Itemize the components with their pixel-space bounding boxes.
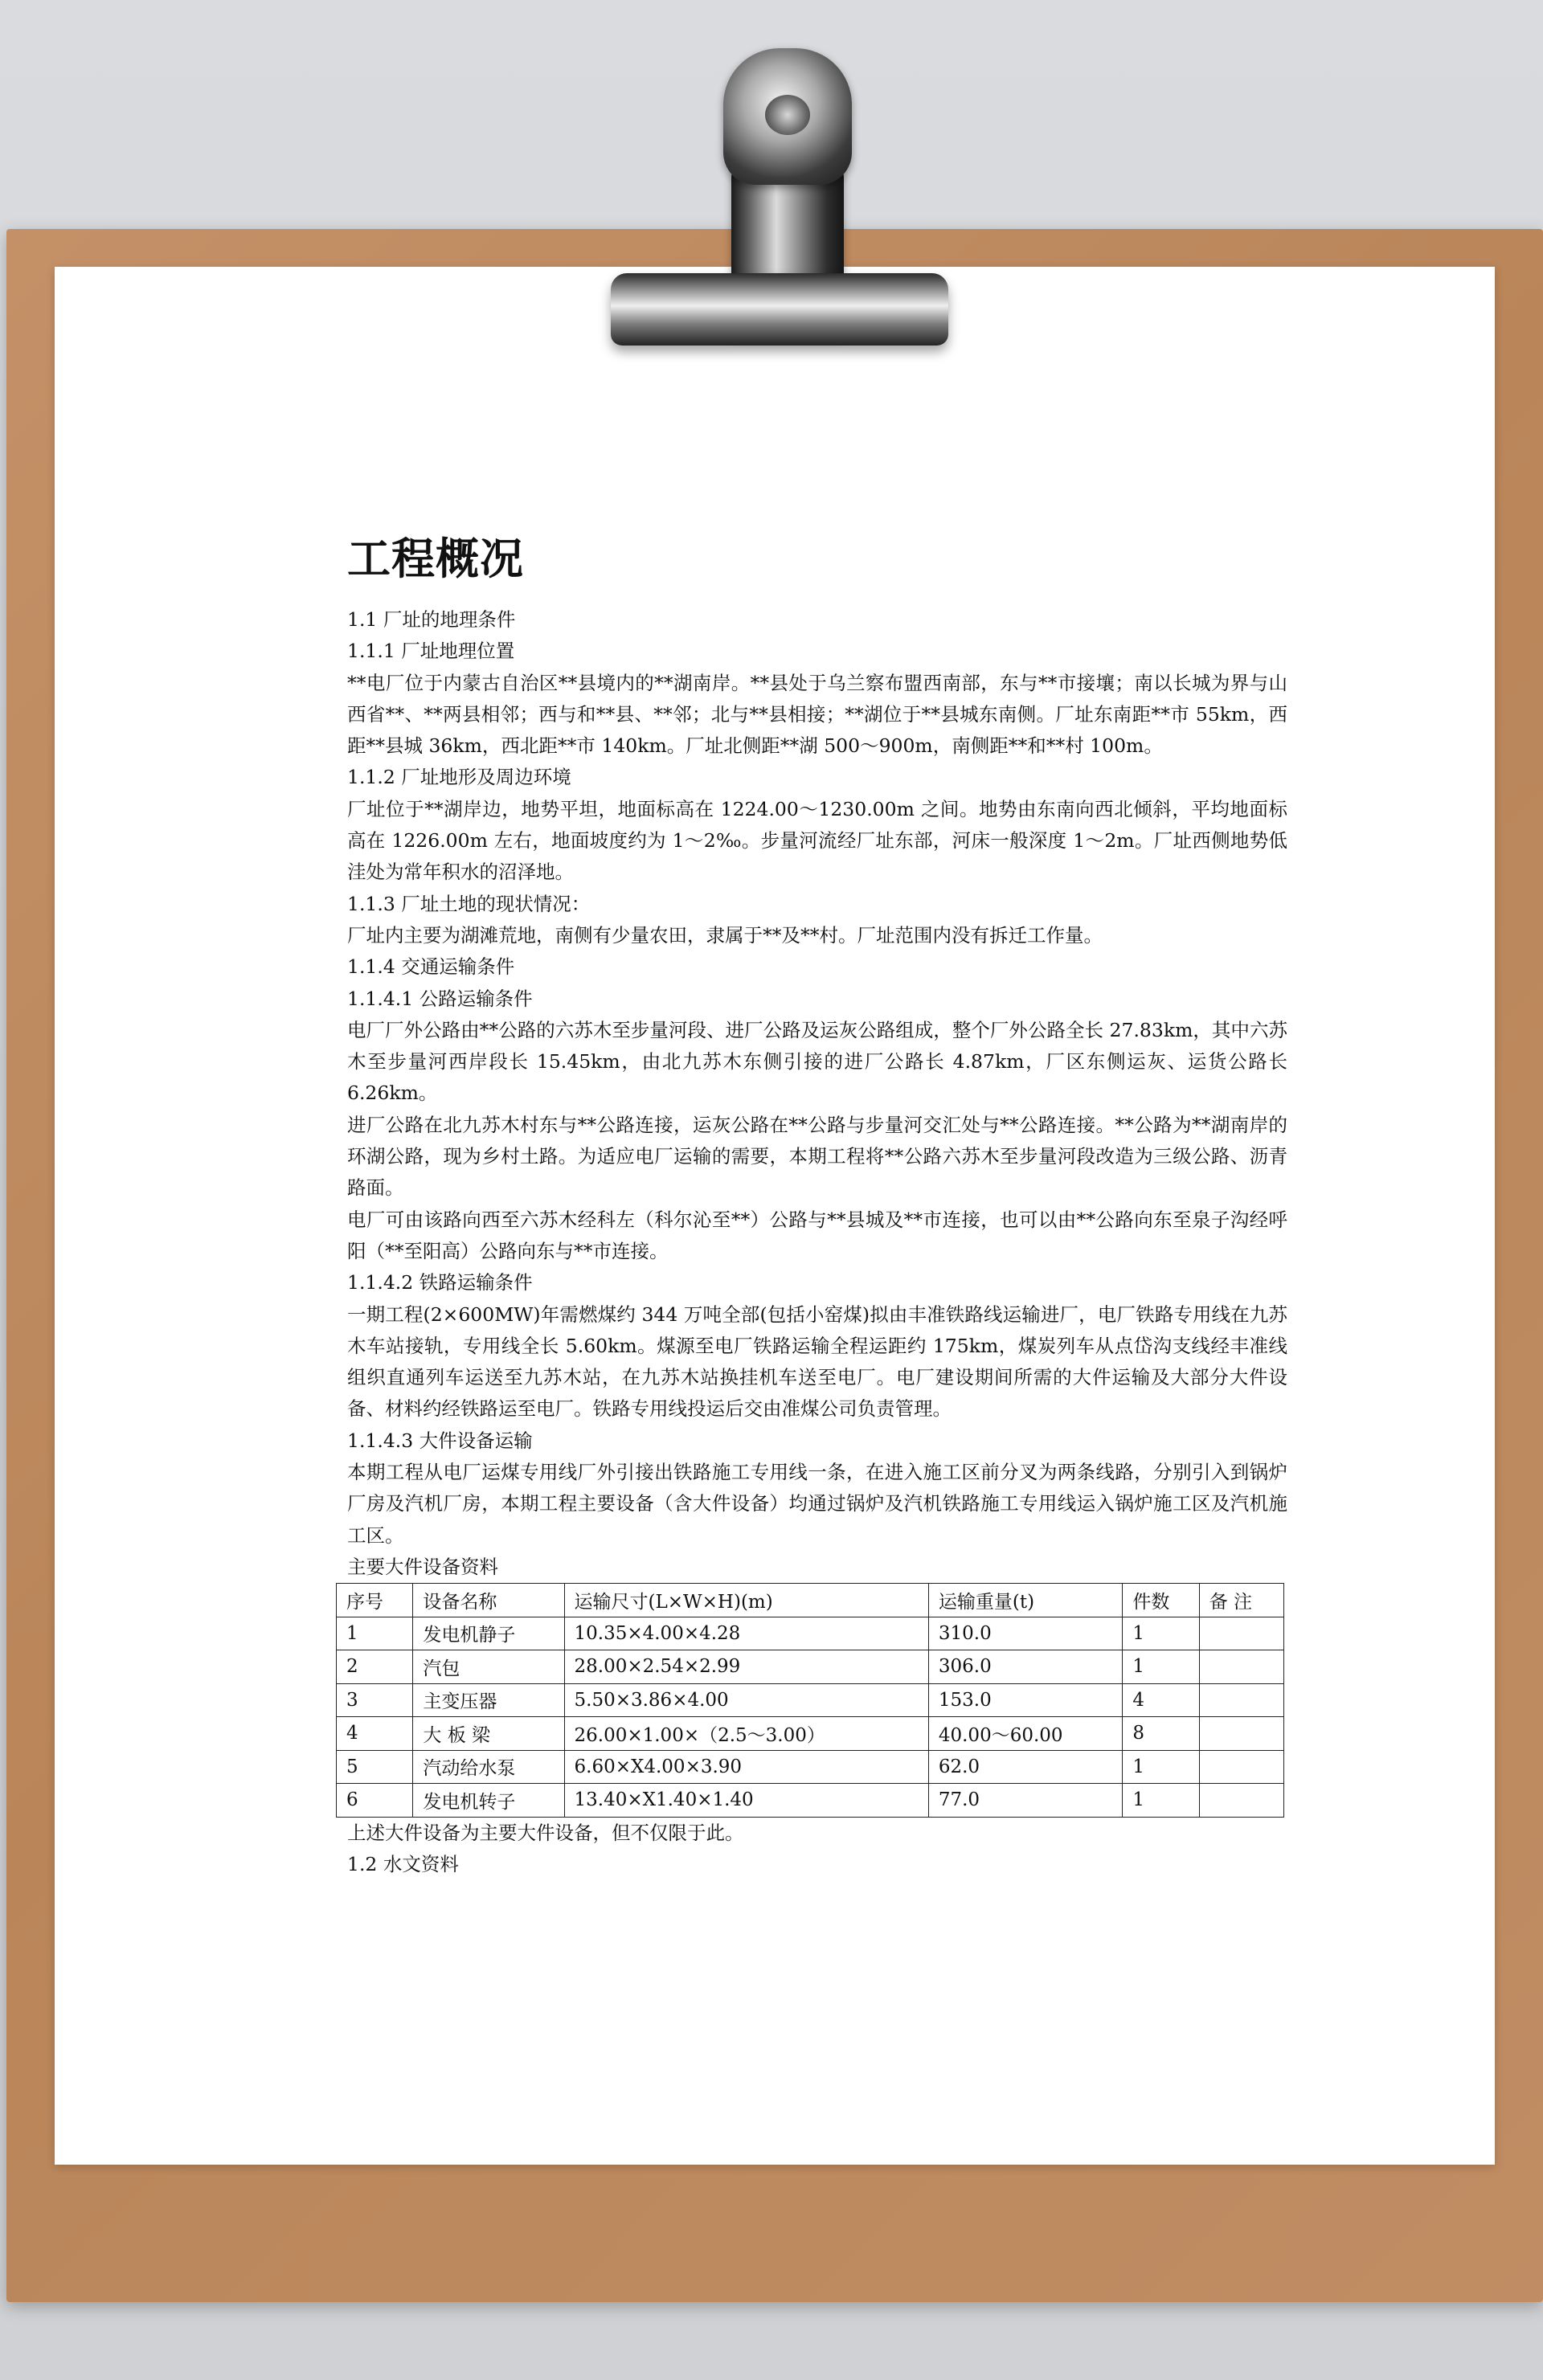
table-cell: [1199, 1750, 1283, 1784]
table-cell: [1199, 1683, 1283, 1717]
table-cell: 310.0: [928, 1617, 1122, 1650]
table-cell: 26.00×1.00×（2.5～3.00）: [564, 1717, 928, 1751]
table-header-cell: 备 注: [1199, 1584, 1283, 1617]
paragraph: 厂址内主要为湖滩荒地，南侧有少量农田，隶属于**及**村。厂址范围内没有拆迁工作量。: [347, 923, 1103, 947]
table-header-cell: 运输重量(t): [928, 1584, 1122, 1617]
table-row: [337, 1650, 1284, 1684]
paragraph: 电厂厂外公路由**公路的六苏木至步量河段、进厂公路及运灰公路组成，整个厂外公路全长 27.83km，其中六苏木至步量河西岸段长 15.45km，由北九苏木东侧引接的进厂公路长 4.87km，厂区东侧运灰、运货公路长 6.26km。: [347, 1018, 1287, 1105]
table-cell: 10.35×4.00×4.28: [564, 1617, 928, 1650]
table-header-row: [337, 1584, 1284, 1617]
table-cell: 2: [337, 1650, 413, 1684]
heading-line: 1.1.4 交通运输条件: [347, 955, 515, 979]
table-header-cell: 序号: [337, 1584, 413, 1617]
paragraph: **电厂位于内蒙古自治区**县境内的**湖南岸。**县处于乌兰察布盟西南部，东与**市接壤；南以长城为界与山西省**、**两县相邻；西与和**县、**邻；北与**县相接；**湖位于**县城东南侧。厂址东南距**市 55km，西距**县城 36km，西北距**市 140km。厂址北侧距**湖 500～900m，南侧距**和**村 100m。: [347, 671, 1287, 758]
table-cell: 62.0: [928, 1750, 1122, 1784]
heading-line: 1.1.4.1 公路运输条件: [347, 987, 533, 1010]
table-cell: 4: [337, 1717, 413, 1751]
table-header-cell: 运输尺寸(L×W×H)(m): [564, 1584, 928, 1617]
table-cell: [1199, 1784, 1283, 1818]
table-cell: 5: [337, 1750, 413, 1784]
paragraph: 本期工程从电厂运煤专用线厂外引接出铁路施工专用线一条，在进入施工区前分叉为两条线路，分别引入到锅炉厂房及汽机厂房，本期工程主要设备（含大件设备）均通过锅炉及汽机铁路施工专用线运入锅炉施工区及汽机施工区。: [347, 1461, 1287, 1547]
table-body: [337, 1617, 1284, 1817]
table-cell: 1: [1123, 1784, 1199, 1818]
paragraph: 厂址位于**湖岸边，地势平坦，地面标高在 1224.00～1230.00m 之间。地势由东南向西北倾斜，平均地面标高在 1226.00m 左右，地面坡度约为 1～2‰。步量河流经厂址东部，河床一般深度 1～2m。厂址西侧地势低洼处为常年积水的沼泽地。: [347, 797, 1287, 884]
table-cell: 40.00～60.00: [928, 1717, 1122, 1751]
table-row: [337, 1617, 1284, 1650]
table-cell: 77.0: [928, 1784, 1122, 1818]
table-cell: 6.60×X4.00×3.90: [564, 1750, 928, 1784]
table-row: [337, 1750, 1284, 1784]
table-cell: 1: [1123, 1650, 1199, 1684]
heading-line: 上述大件设备为主要大件设备，但不仅限于此。: [347, 1821, 744, 1844]
table-cell: 1: [1123, 1617, 1199, 1650]
binder-clip-icon: [611, 48, 948, 354]
table-cell: 汽包: [413, 1650, 564, 1684]
table-row: [337, 1683, 1284, 1717]
table-row: [337, 1717, 1284, 1751]
table-cell: 大 板 梁: [413, 1717, 564, 1751]
table-header-cell: 件数: [1123, 1584, 1199, 1617]
table-cell: 28.00×2.54×2.99: [564, 1650, 928, 1684]
table-cell: 13.40×X1.40×1.40: [564, 1784, 928, 1818]
paragraph: 电厂可由该路向西至六苏木经科左（科尔沁至**）公路与**县城及**市连接，也可以由**公路向东至泉子沟经呼阳（**至阳高）公路向东与**市连接。: [347, 1208, 1287, 1262]
equipment-table: [336, 1583, 1284, 1818]
heading-line: 1.2 水文资料: [347, 1853, 459, 1875]
table-cell: [1199, 1717, 1283, 1751]
table-cell: 306.0: [928, 1650, 1122, 1684]
table-cell: 发电机静子: [413, 1617, 564, 1650]
table-cell: 153.0: [928, 1683, 1122, 1717]
clip-loop: [723, 48, 852, 185]
clip-plate: [611, 273, 948, 346]
document-title: 工程概况: [347, 534, 524, 584]
table-cell: 发电机转子: [413, 1784, 564, 1818]
table-cell: [1199, 1650, 1283, 1684]
clip-hole: [765, 95, 810, 135]
table-cell: 6: [337, 1784, 413, 1818]
document-body: [347, 604, 1287, 1583]
heading-line: 主要大件设备资料: [347, 1555, 498, 1578]
paragraph: 一期工程(2×600MW)年需燃煤约 344 万吨全部(包括小窑煤)拟由丰准铁路线运输进厂，电厂铁路专用线在九苏木车站接轨，专用线全长 5.60km。煤源至电厂铁路运输全程运距约 175km，煤炭列车从点岱沟支线经丰准线组织直通列车运送至九苏木站，在九苏木站换挂机车送至电厂。电厂建设期间所需的大件运输及大部分大件设备、材料约经铁路运至电厂。铁路专用线投运后交由准煤公司负责管理。: [347, 1302, 1287, 1421]
table-cell: 1: [1123, 1750, 1199, 1784]
table-cell: 主变压器: [413, 1683, 564, 1717]
table-cell: 4: [1123, 1683, 1199, 1717]
table-cell: 汽动给水泵: [413, 1750, 564, 1784]
heading-line: 1.1.2 厂址地形及周边环境: [347, 766, 571, 789]
document-footer-lines: [347, 1818, 1287, 1881]
table-cell: [1199, 1617, 1283, 1650]
heading-line: 1.1 厂址的地理条件: [347, 608, 516, 631]
table-row: [337, 1784, 1284, 1818]
heading-line: 1.1.3 厂址土地的现状情况：: [347, 892, 591, 915]
heading-line: 1.1.1 厂址地理位置: [347, 640, 515, 663]
table-header-cell: 设备名称: [413, 1584, 564, 1617]
paragraph: 进厂公路在北九苏木村东与**公路连接，运灰公路在**公路与步量河交汇处与**公路连接。**公路为**湖南岸的环湖公路，现为乡村土路。为适应电厂运输的需要，本期工程将**公路六苏木至步量河段改造为三级公路、沥青路面。: [347, 1113, 1287, 1200]
table-cell: 5.50×3.86×4.00: [564, 1683, 928, 1717]
document-content: [347, 530, 1287, 1880]
heading-line: 1.1.4.3 大件设备运输: [347, 1429, 533, 1452]
table-cell: 3: [337, 1683, 413, 1717]
heading-line: 1.1.4.2 铁路运输条件: [347, 1271, 533, 1294]
table-cell: 8: [1123, 1717, 1199, 1751]
table-cell: 1: [337, 1617, 413, 1650]
